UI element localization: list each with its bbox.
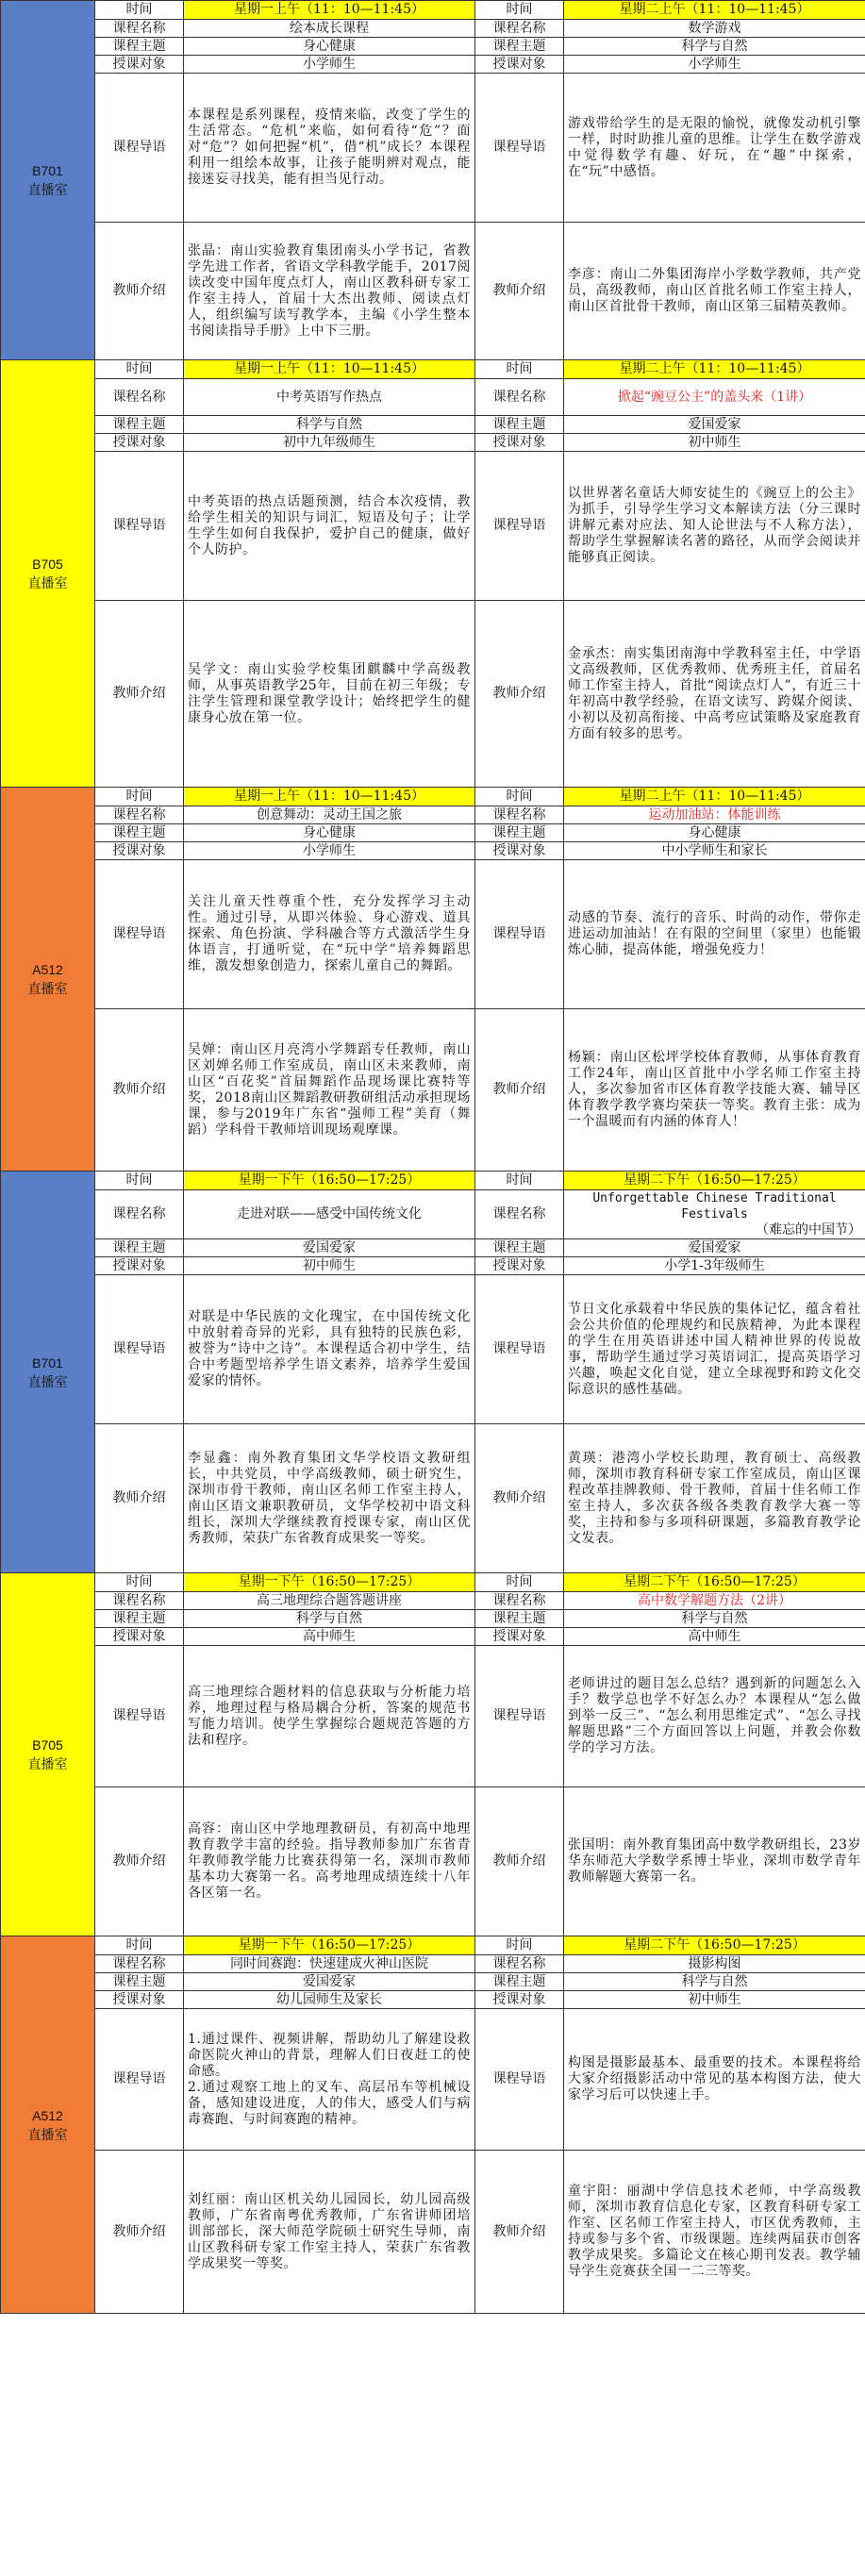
course-name-en: Unforgettable Chinese Traditional Festivals (592, 1191, 837, 1222)
label-name: 课程名称 (95, 806, 184, 824)
label-teacher: 教师介绍 (95, 601, 184, 788)
left-theme: 爱国爱家 (184, 1239, 475, 1257)
left-name: 创意舞动：灵动王国之旅 (184, 806, 475, 824)
room-label (1, 1172, 95, 1573)
label-name: 课程名称 (475, 806, 564, 824)
row-theme (1, 416, 865, 434)
left-theme: 科学与自然 (184, 1610, 475, 1628)
left-audience: 高中师生 (184, 1628, 475, 1646)
left-name: 高三地理综合题答题讲座 (184, 1592, 475, 1610)
row-time (1, 1172, 865, 1190)
row-audience (1, 1257, 865, 1275)
course-name-cn: （难忘的中国节） (756, 1222, 861, 1238)
right-theme: 身心健康 (564, 824, 865, 842)
right-theme: 爱国爱家 (564, 1239, 865, 1257)
label-time: 时间 (95, 788, 184, 806)
label-intro: 课程导语 (95, 452, 184, 601)
intro-paragraph: 1.通过课件、视频讲解，帮助幼儿了解建设救命医院火神山的背景，理解人们日夜赶工的使命感。 (188, 2031, 471, 2079)
label-theme: 课程主题 (95, 1973, 184, 1991)
label-teacher: 教师介绍 (95, 1424, 184, 1573)
room-number: B705 (32, 1737, 63, 1753)
row-theme (1, 1239, 865, 1257)
label-time: 时间 (475, 1936, 564, 1955)
label-theme: 课程主题 (95, 1239, 184, 1257)
label-intro: 课程导语 (95, 1275, 184, 1424)
label-time: 时间 (95, 1573, 184, 1592)
left-time: 星期一上午（11：10—11:45） (184, 1, 475, 20)
row-name (1, 806, 865, 824)
room-label (1, 1936, 95, 2314)
left-name: 同时间赛跑：快速建成火神山医院 (184, 1955, 475, 1973)
right-audience: 中小学师生和家长 (564, 842, 865, 860)
right-time: 星期二下午（16:50—17:25） (564, 1172, 865, 1190)
label-time: 时间 (95, 360, 184, 379)
label-audience: 授课对象 (95, 1991, 184, 2009)
right-time: 星期二上午（11：10—11:45） (564, 360, 865, 379)
room-suffix: 直播室 (27, 981, 68, 996)
label-intro: 课程导语 (475, 2009, 564, 2151)
label-name: 课程名称 (95, 379, 184, 416)
label-intro: 课程导语 (95, 1646, 184, 1787)
right-intro: 节日文化承载着中华民族的集体记忆，蕴含着社会公共价值的伦理规约和民族精神，为此本课程的学生在用英语讲述中国人精神世界的传说故事，帮助学生通过学习英语词汇，提高英语学习兴趣，唤起文化自觉，建立全球视野和跨文化交际意识的感性基础。 (564, 1275, 865, 1424)
label-teacher: 教师介绍 (475, 2151, 564, 2314)
label-time: 时间 (95, 1172, 184, 1190)
label-name: 课程名称 (475, 20, 564, 38)
label-time: 时间 (475, 1, 564, 20)
label-intro: 课程导语 (475, 452, 564, 601)
label-name: 课程名称 (95, 20, 184, 38)
left-time: 星期一下午（16:50—17:25） (184, 1573, 475, 1592)
label-name: 课程名称 (95, 1190, 184, 1239)
right-theme: 科学与自然 (564, 38, 865, 56)
left-audience: 初中师生 (184, 1257, 475, 1275)
left-time: 星期一上午（11：10—11:45） (184, 360, 475, 379)
left-audience: 初中九年级师生 (184, 434, 475, 452)
room-suffix: 直播室 (27, 1373, 68, 1389)
room-number: A512 (32, 2107, 63, 2123)
row-name (1, 1190, 865, 1239)
row-teacher (1, 1424, 865, 1573)
label-time: 时间 (475, 1573, 564, 1592)
label-theme: 课程主题 (475, 1973, 564, 1991)
label-name: 课程名称 (475, 1592, 564, 1610)
label-theme: 课程主题 (475, 824, 564, 842)
room-label (1, 360, 95, 788)
left-intro: 本课程是系列课程，疫情来临，改变了学生的生活常态。“危机”来临，如何看待“危”？面对“危”？如何把握“机”，借“机”成长？本课程利用一组绘本故事，让孩子能明辨对观点，能接迷妄寻找美，能有担当见行动。 (184, 74, 475, 223)
label-audience: 授课对象 (95, 1628, 184, 1646)
right-teacher: 杨颖：南山区松坪学校体育教师，从事体育教育工作24年，南山区首批中小学名师工作室主持人，多次参加省市区体育教学技能大赛、辅导区体育教学教学赛均荣获一等奖。教育主张：成为一个温暖而有内涵的体育人！ (564, 1009, 865, 1172)
row-time (1, 1573, 865, 1592)
row-teacher (1, 223, 865, 360)
label-teacher: 教师介绍 (475, 1009, 564, 1172)
label-time: 时间 (475, 360, 564, 379)
label-audience: 授课对象 (95, 56, 184, 74)
label-teacher: 教师介绍 (475, 601, 564, 788)
row-time (1, 1936, 865, 1955)
right-audience: 初中师生 (564, 1991, 865, 2009)
room-label (1, 788, 95, 1172)
left-teacher: 吴婵：南山区月亮湾小学舞蹈专任教师，南山区刘婵名师工作室成员，南山区未来教师，南山区“百花奖”首届舞蹈作品现场课比赛特等奖，2018南山区舞蹈教研教研组活动承担现场课，参与2019年广东省“强师工程”美育（舞蹈）学科骨干教师培训现场观摩课。 (184, 1009, 475, 1172)
room-number: B701 (32, 163, 63, 178)
left-teacher: 李显鑫：南外教育集团文华学校语文教研组长，中共党员，中学高级教师，硕士研究生，深圳市骨干教师，南山区名师工作室主持人，南山区语文兼职教研员，文华学校初中语文科组长，深圳大学继续教育授课专家，南山区优秀教师，荣获广东省教育成果奖一等奖。 (184, 1424, 475, 1573)
label-theme: 课程主题 (475, 38, 564, 56)
room-suffix: 直播室 (27, 2126, 68, 2142)
label-audience: 授课对象 (475, 434, 564, 452)
right-theme: 科学与自然 (564, 1973, 865, 1991)
row-theme (1, 824, 865, 842)
row-intro (1, 2009, 865, 2151)
row-time (1, 360, 865, 379)
label-theme: 课程主题 (475, 416, 564, 434)
row-theme (1, 1610, 865, 1628)
right-name: 高中数学解题方法（2讲） (564, 1592, 865, 1610)
label-audience: 授课对象 (95, 842, 184, 860)
right-teacher: 黄瑛：港湾小学校长助理，教育硕士、高级教师，深圳市教育科研专家工作室成员，南山区课程改革挂牌教师、骨干教师，首届十佳名师工作室主持人，多次获各级各类教育教学大赛一等奖，主持和参与多项科研课题，多篇教育教学论文发表。 (564, 1424, 865, 1573)
left-theme: 身心健康 (184, 824, 475, 842)
room-number: B705 (32, 557, 63, 572)
row-audience (1, 434, 865, 452)
right-time: 星期二下午（16:50—17:25） (564, 1936, 865, 1955)
left-name: 中考英语写作热点 (184, 379, 475, 416)
label-theme: 课程主题 (95, 38, 184, 56)
left-audience: 幼儿园师生及家长 (184, 1991, 475, 2009)
label-audience: 授课对象 (475, 56, 564, 74)
left-intro (184, 2009, 475, 2151)
label-intro: 课程导语 (475, 1275, 564, 1424)
right-intro: 游戏带给学生的是无限的愉悦，就像发动机引擎一样，时时助推儿童的思维。让学生在数学游戏中觉得数学有趣、好玩，在“趣”中探索，在“玩”中感悟。 (564, 74, 865, 223)
left-name: 走进对联——感受中国传统文化 (184, 1190, 475, 1239)
label-audience: 授课对象 (475, 1628, 564, 1646)
row-name (1, 20, 865, 38)
label-intro: 课程导语 (95, 2009, 184, 2151)
label-teacher: 教师介绍 (95, 2151, 184, 2314)
room-suffix: 直播室 (27, 182, 68, 197)
right-name: 数学游戏 (564, 20, 865, 38)
right-name: 运动加油站：体能训练 (564, 806, 865, 824)
right-intro: 以世界著名童话大师安徒生的《豌豆上的公主》为抓手，引导学生学习文本解读方法（分三课时讲解元素对应法、知人论世法与不人称方法），帮助学生掌握解读名著的路径，从而学会阅读并能够真正阅读。 (564, 452, 865, 601)
label-theme: 课程主题 (95, 1610, 184, 1628)
left-teacher: 高容：南山区中学地理教研员，有初高中地理教育教学丰富的经验。指导教师参加广东省青年教师教学能力比赛获得第一名，深圳市教师基本功大赛第一名。高考地理成绩连续十八年各区第一名。 (184, 1787, 475, 1936)
label-audience: 授课对象 (475, 842, 564, 860)
right-audience: 高中师生 (564, 1628, 865, 1646)
right-intro: 老师讲过的题目怎么总结？遇到新的问题怎么入手？数学总也学不好怎么办？本课程从“怎么做到举一反三”、“怎么利用思维定式”、“怎么寻找解题思路”三个方面回答以上问题，并教会你数学的学习方法。 (564, 1646, 865, 1787)
label-audience: 授课对象 (95, 434, 184, 452)
right-audience: 初中师生 (564, 434, 865, 452)
label-theme: 课程主题 (475, 1239, 564, 1257)
row-theme (1, 38, 865, 56)
right-theme: 爱国爱家 (564, 416, 865, 434)
label-audience: 授课对象 (475, 1257, 564, 1275)
label-name: 课程名称 (95, 1955, 184, 1973)
row-audience (1, 1991, 865, 2009)
label-audience: 授课对象 (95, 1257, 184, 1275)
label-teacher: 教师介绍 (475, 223, 564, 360)
label-name: 课程名称 (475, 1190, 564, 1239)
label-time: 时间 (95, 1936, 184, 1955)
row-intro (1, 74, 865, 223)
room-suffix: 直播室 (27, 1756, 68, 1771)
row-teacher (1, 2151, 865, 2314)
right-name: 掀起“豌豆公主”的盖头来（1讲） (564, 379, 865, 416)
right-intro: 动感的节奏、流行的音乐、时尚的动作，带你走进运动加油站！在有限的空间里（家里）也能锻炼心肺，提高体能，增强免疫力！ (564, 860, 865, 1009)
right-time: 星期二下午（16:50—17:25） (564, 1573, 865, 1592)
label-teacher: 教师介绍 (475, 1424, 564, 1573)
room-label (1, 1, 95, 360)
row-audience (1, 56, 865, 74)
label-theme: 课程主题 (475, 1610, 564, 1628)
intro-paragraph: 2.通过观察工地上的叉车、高层吊车等机械设备，感知建设进度，人的伟大，感受人们与病毒赛跑、与时间赛跑的精神。 (188, 2079, 471, 2127)
right-teacher: 童宇阳：丽湖中学信息技术老师，中学高级教师，深圳市教育信息化专家，区教育科研专家工作室、区名师工作室主持人，市区优秀教师，主持或参与多个省、市级课题。连续两届获市创客教学成果奖。多篇论文在核心期刊发表。教学辅导学生竞赛获全国一二三等奖。 (564, 2151, 865, 2314)
left-teacher: 吴学文：南山实验学校集团麒麟中学高级教师，从事英语教学25年，目前在初三年级；专注学生管理和课堂教学设计；始终把学生的健康身心放在第一位。 (184, 601, 475, 788)
label-teacher: 教师介绍 (95, 1787, 184, 1936)
left-audience: 小学师生 (184, 56, 475, 74)
left-intro: 中考英语的热点话题预测，结合本次疫情，教给学生相关的知识与词汇，短语及句子；让学生学生如何自我保护，爱护自己的健康，做好个人防护。 (184, 452, 475, 601)
label-name: 课程名称 (95, 1592, 184, 1610)
left-theme: 科学与自然 (184, 416, 475, 434)
room-number: A512 (32, 962, 63, 977)
right-time: 星期二上午（11：10—11:45） (564, 788, 865, 806)
label-theme: 课程主题 (95, 824, 184, 842)
left-time: 星期一下午（16:50—17:25） (184, 1936, 475, 1955)
row-intro (1, 1275, 865, 1424)
right-teacher: 张国明：南外教育集团高中数学教研组长，23岁华东师范大学数学系博士毕业，深圳市数学青年教师解题大赛第一名。 (564, 1787, 865, 1936)
label-time: 时间 (95, 1, 184, 20)
right-theme: 科学与自然 (564, 1610, 865, 1628)
right-audience: 小学师生 (564, 56, 865, 74)
room-suffix: 直播室 (27, 575, 68, 590)
left-name: 绘本成长课程 (184, 20, 475, 38)
left-theme: 爱国爱家 (184, 1973, 475, 1991)
left-theme: 身心健康 (184, 38, 475, 56)
left-teacher: 张晶：南山实验教育集团南头小学书记，省教学先进工作者，省语文学科教学能手，2017阅读改变中国年度点灯人，南山区教科研专家工作室主持人，首届十大杰出教师、阅读点灯人，组织编写读写教学本，主编《小学生整本书阅读指导手册》上中下三册。 (184, 223, 475, 360)
schedule-body (1, 1, 865, 2314)
row-intro (1, 1646, 865, 1787)
right-name (564, 1190, 865, 1239)
label-intro: 课程导语 (95, 860, 184, 1009)
room-label (1, 1573, 95, 1936)
left-time: 星期一上午（11：10—11:45） (184, 788, 475, 806)
row-audience (1, 1628, 865, 1646)
right-name: 摄影构图 (564, 1955, 865, 1973)
right-audience: 小学1-3年级师生 (564, 1257, 865, 1275)
label-intro: 课程导语 (475, 74, 564, 223)
right-time: 星期二上午（11：10—11:45） (564, 1, 865, 20)
row-name (1, 1592, 865, 1610)
label-intro: 课程导语 (95, 74, 184, 223)
label-audience: 授课对象 (475, 1991, 564, 2009)
row-teacher (1, 1009, 865, 1172)
left-intro: 对联是中华民族的文化瑰宝，在中国传统文化中放射着奇异的光彩，具有独特的民族色彩，被誉为“诗中之诗”。本课程适合初中学生，结合中考题型培养学生语文素养，培养学生爱国爱家的情怀。 (184, 1275, 475, 1424)
right-teacher: 金承杰：南实集团南海中学教科室主任，中学语文高级教师，区优秀教师、优秀班主任，首届名师工作室主持人，首批“阅读点灯人”，有近三十年初高中教学经验，在语文读写、跨媒介阅读、小初以及初高衔接、中高考应试策略及家庭教育方面有较多的思考。 (564, 601, 865, 788)
row-theme (1, 1973, 865, 1991)
right-intro: 构图是摄影最基本、最重要的技术。本课程将给大家介绍摄影活动中常见的基本构图方法，使大家学习后可以快速上手。 (564, 2009, 865, 2151)
label-time: 时间 (475, 788, 564, 806)
row-teacher (1, 1787, 865, 1936)
left-audience: 小学师生 (184, 842, 475, 860)
left-time: 星期一下午（16:50—17:25） (184, 1172, 475, 1190)
right-teacher: 李彦：南山二外集团海岸小学数学教师，共产党员，高级教师，南山区首批名师工作室主持人，南山区首批骨干教师，南山区第三届精英教师。 (564, 223, 865, 360)
label-theme: 课程主题 (95, 416, 184, 434)
row-teacher (1, 601, 865, 788)
row-time (1, 1, 865, 20)
label-time: 时间 (475, 1172, 564, 1190)
row-name (1, 379, 865, 416)
left-intro: 高三地理综合题材料的信息获取与分析能力培养，地理过程与格局耦合分析，答案的规范书写能力培训。使学生掌握综合题规范答题的方法和程序。 (184, 1646, 475, 1787)
label-teacher: 教师介绍 (95, 1009, 184, 1172)
label-intro: 课程导语 (475, 860, 564, 1009)
row-time (1, 788, 865, 806)
label-intro: 课程导语 (475, 1646, 564, 1787)
row-intro (1, 860, 865, 1009)
left-teacher: 刘红丽：南山区机关幼儿园园长，幼儿园高级教师，广东省南粤优秀教师，广东省讲师团培训部部长，深大师范学院硕士研究生导师，南山区教科研专家工作室主持人，荣获广东省教学成果奖一等奖。 (184, 2151, 475, 2314)
room-number: B701 (32, 1354, 63, 1371)
row-name (1, 1955, 865, 1973)
row-intro (1, 452, 865, 601)
label-teacher: 教师介绍 (95, 223, 184, 360)
left-intro: 关注儿童天性尊重个性，充分发挥学习主动性。通过引导，从即兴体验、身心游戏、道具探索、角色扮演、学科融合等方式激活学生身体语言，打通听觉，在“玩中学”培养舞蹈思维，激发想象创造力，探索儿童自己的舞蹈。 (184, 860, 475, 1009)
row-audience (1, 842, 865, 860)
label-name: 课程名称 (475, 379, 564, 416)
label-name: 课程名称 (475, 1955, 564, 1973)
label-teacher: 教师介绍 (475, 1787, 564, 1936)
